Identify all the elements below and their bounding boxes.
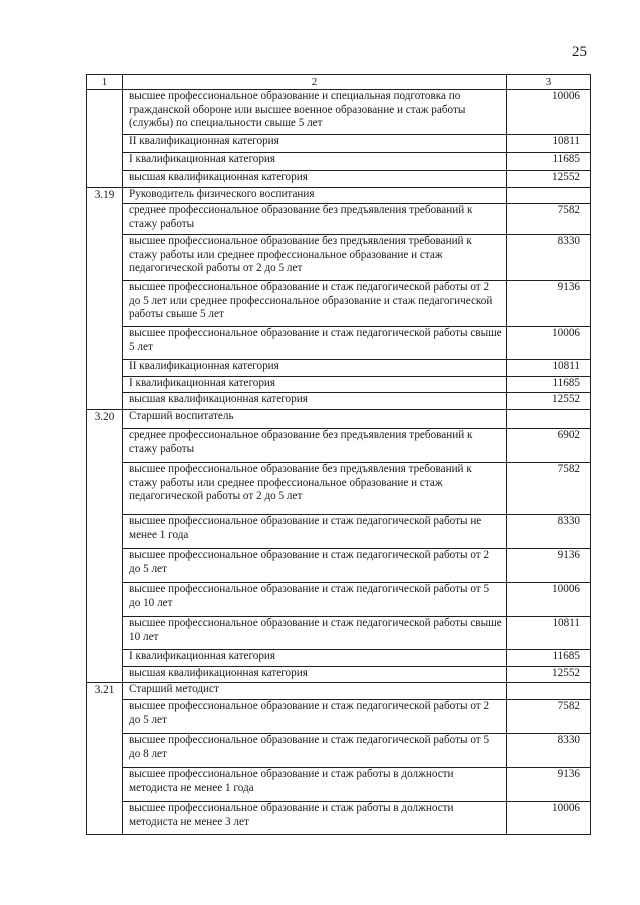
item-number	[87, 583, 123, 617]
salary-value: 10006	[507, 583, 591, 617]
item-number	[87, 204, 123, 235]
table-row	[87, 768, 591, 802]
table-row	[87, 734, 591, 768]
table-row	[87, 135, 591, 153]
section-row	[87, 683, 591, 700]
salary-value: 11685	[507, 153, 591, 171]
table-row	[87, 429, 591, 463]
salary-value: 7582	[507, 700, 591, 734]
table-row	[87, 700, 591, 734]
table-row	[87, 235, 591, 281]
salary-value: 8330	[507, 515, 591, 549]
table-row	[87, 171, 591, 188]
item-number	[87, 515, 123, 549]
salary-value: 7582	[507, 204, 591, 235]
header-col-1: 1	[87, 75, 123, 90]
item-number	[87, 734, 123, 768]
salary-value: 11685	[507, 377, 591, 393]
salary-value	[507, 410, 591, 429]
salary-value: 8330	[507, 734, 591, 768]
table-row	[87, 153, 591, 171]
requirement-text: Руководитель физического воспитания	[123, 188, 507, 204]
salary-value: 10811	[507, 135, 591, 153]
requirement-text: высшее профессиональное образование без предъявления требований к стажу работы или среднее профессиональное образование и стаж педагогической работы от 2 до 5 лет	[123, 463, 507, 515]
table-row	[87, 650, 591, 667]
table-header-row	[87, 75, 591, 90]
salary-value: 9136	[507, 768, 591, 802]
header-col-2: 2	[123, 75, 507, 90]
table-row	[87, 549, 591, 583]
salary-value: 10811	[507, 617, 591, 650]
table-row	[87, 802, 591, 835]
salary-value: 12552	[507, 393, 591, 410]
requirement-text: среднее профессиональное образование без предъявления требований к стажу работы	[123, 204, 507, 235]
requirement-text: высшая квалификационная категория	[123, 393, 507, 410]
salary-table	[86, 74, 591, 835]
salary-value: 10006	[507, 802, 591, 835]
item-number: 3.21	[87, 683, 123, 700]
item-number	[87, 768, 123, 802]
salary-value: 10811	[507, 360, 591, 377]
requirement-text: высшее профессиональное образование и стаж педагогической работы от 2 до 5 лет	[123, 549, 507, 583]
item-number	[87, 171, 123, 188]
salary-value: 12552	[507, 667, 591, 683]
item-number	[87, 327, 123, 360]
requirement-text: высшее профессиональное образование и стаж педагогической работы свыше 10 лет	[123, 617, 507, 650]
item-number	[87, 802, 123, 835]
table-row	[87, 515, 591, 549]
item-number	[87, 463, 123, 515]
table-row	[87, 377, 591, 393]
item-number	[87, 650, 123, 667]
page-number: 25	[572, 44, 587, 60]
requirement-text: высшая квалификационная категория	[123, 667, 507, 683]
item-number	[87, 393, 123, 410]
table-row	[87, 393, 591, 410]
requirement-text: I квалификационная категория	[123, 377, 507, 393]
table-row	[87, 204, 591, 235]
requirement-text: высшее профессиональное образование и стаж педагогической работы от 2 до 5 лет	[123, 700, 507, 734]
salary-value: 12552	[507, 171, 591, 188]
requirement-text: высшее профессиональное образование и стаж педагогической работы не менее 1 года	[123, 515, 507, 549]
requirement-text: II квалификационная категория	[123, 135, 507, 153]
section-row	[87, 188, 591, 204]
item-number	[87, 153, 123, 171]
item-number	[87, 429, 123, 463]
item-number	[87, 281, 123, 327]
table-row	[87, 667, 591, 683]
item-number	[87, 135, 123, 153]
requirement-text: высшая квалификационная категория	[123, 171, 507, 188]
requirement-text: высшее профессиональное образование и специальная подготовка по гражданской обороне или высшее военное образование и стаж работы (службы) по специальности свыше 5 лет	[123, 90, 507, 135]
table-row	[87, 617, 591, 650]
salary-value: 6902	[507, 429, 591, 463]
item-number	[87, 90, 123, 135]
salary-value: 11685	[507, 650, 591, 667]
requirement-text: высшее профессиональное образование и стаж работы в должности методиста не менее 1 года	[123, 768, 507, 802]
table-row	[87, 90, 591, 135]
requirement-text: высшее профессиональное образование и стаж педагогической работы свыше 5 лет	[123, 327, 507, 360]
requirement-text: II квалификационная категория	[123, 360, 507, 377]
item-number	[87, 360, 123, 377]
salary-value: 7582	[507, 463, 591, 515]
salary-value: 10006	[507, 90, 591, 135]
header-col-3: 3	[507, 75, 591, 90]
item-number	[87, 617, 123, 650]
requirement-text: высшее профессиональное образование и стаж педагогической работы от 5 до 10 лет	[123, 583, 507, 617]
requirement-text: высшее профессиональное образование и стаж педагогической работы от 5 до 8 лет	[123, 734, 507, 768]
table-row	[87, 583, 591, 617]
item-number	[87, 377, 123, 393]
salary-value: 9136	[507, 281, 591, 327]
salary-value: 9136	[507, 549, 591, 583]
table-row	[87, 463, 591, 515]
requirement-text: I квалификационная категория	[123, 153, 507, 171]
requirement-text: высшее профессиональное образование без предъявления требований к стажу работы или среднее профессиональное образование и стаж педагогической работы от 2 до 5 лет	[123, 235, 507, 281]
table-row	[87, 360, 591, 377]
item-number	[87, 549, 123, 583]
salary-value	[507, 683, 591, 700]
salary-value	[507, 188, 591, 204]
requirement-text: высшее профессиональное образование и стаж работы в должности методиста не менее 3 лет	[123, 802, 507, 835]
requirement-text: среднее профессиональное образование без предъявления требований к стажу работы	[123, 429, 507, 463]
salary-value: 8330	[507, 235, 591, 281]
section-row	[87, 410, 591, 429]
item-number	[87, 700, 123, 734]
salary-value: 10006	[507, 327, 591, 360]
item-number	[87, 667, 123, 683]
item-number	[87, 235, 123, 281]
requirement-text: Старший методист	[123, 683, 507, 700]
table-row	[87, 281, 591, 327]
item-number: 3.20	[87, 410, 123, 429]
item-number: 3.19	[87, 188, 123, 204]
requirement-text: Старший воспитатель	[123, 410, 507, 429]
table-row	[87, 327, 591, 360]
requirement-text: высшее профессиональное образование и стаж педагогической работы от 2 до 5 лет или среднее профессиональное образование и стаж педагогической работы свыше 5 лет	[123, 281, 507, 327]
requirement-text: I квалификационная категория	[123, 650, 507, 667]
